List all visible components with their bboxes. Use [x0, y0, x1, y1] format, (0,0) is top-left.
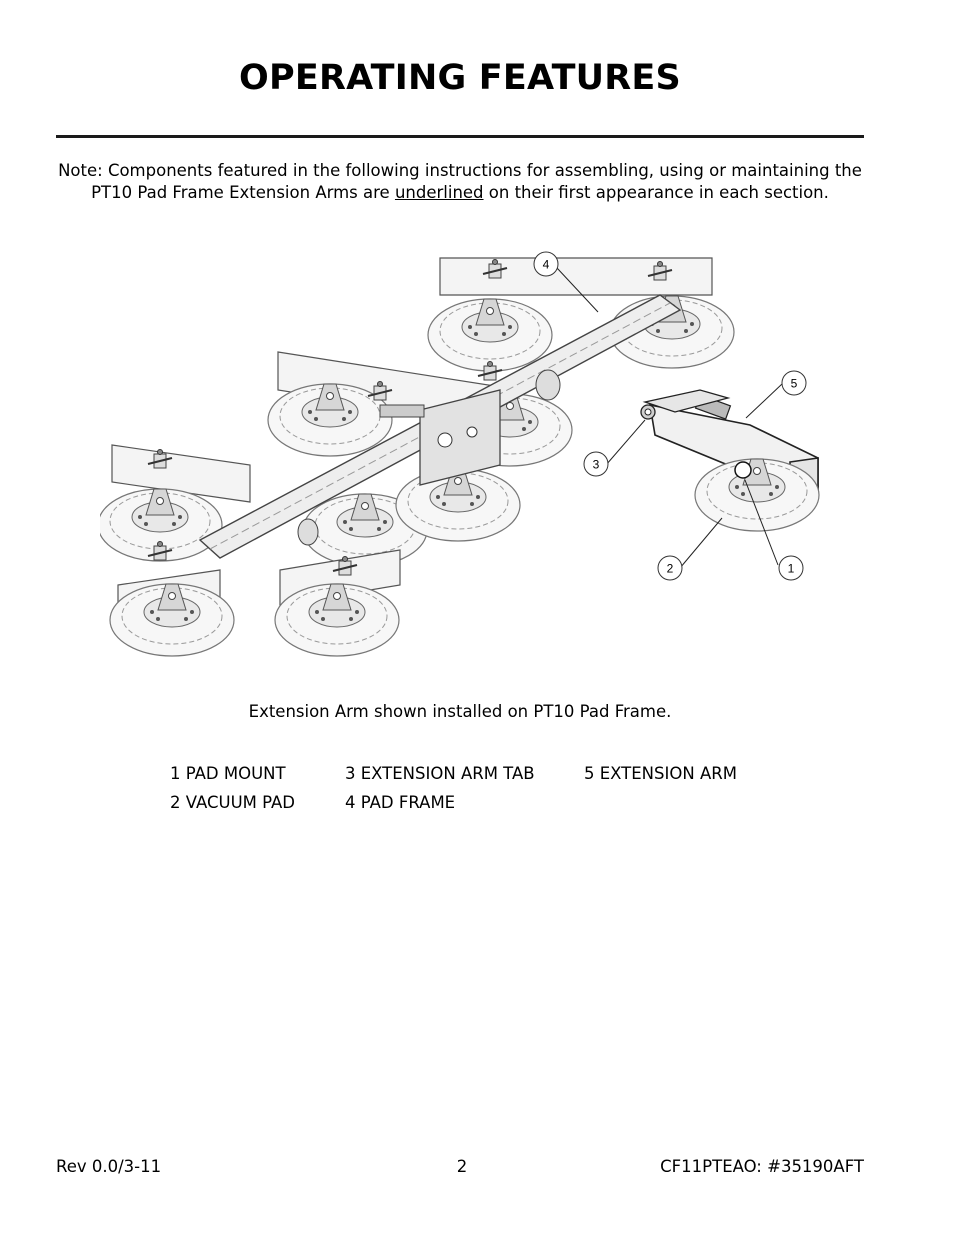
title-divider [56, 135, 864, 138]
footer-page-number: 2 [456, 1157, 468, 1176]
callout-1-label: 1 [787, 561, 795, 576]
callout-4 [534, 252, 558, 276]
callout-5-label: 5 [790, 376, 798, 391]
callout-1 [779, 556, 803, 580]
callout-5 [782, 371, 806, 395]
note-underlined-word: underlined [394, 183, 484, 202]
legend-item-extension-arm-tab: 3 EXTENSION ARM TAB [345, 764, 535, 783]
note-line-2-end: on their first appearance in each section. [483, 183, 829, 202]
note-line-2 [50, 182, 870, 204]
figure-caption: Extension Arm shown installed on PT10 Pad Frame. [248, 702, 672, 721]
callout-3 [584, 452, 608, 476]
callout-3-label: 3 [592, 457, 600, 472]
legend-item-pad-mount: 1 PAD MOUNT [170, 764, 286, 783]
callout-4-label: 4 [542, 257, 550, 272]
pad-frame-drawing [100, 240, 830, 670]
legend-item-vacuum-pad: 2 VACUUM PAD [170, 793, 296, 812]
note-line-1: Note: Components featured in the following instructions for assembling, using or maintaining the [58, 161, 862, 180]
pad-frame-illustration [100, 240, 830, 670]
page-title: OPERATING FEATURES [239, 58, 681, 98]
footer-document-id: CF11PTEAO: #35190AFT [660, 1157, 864, 1176]
note-paragraph [50, 160, 870, 204]
note-line-2-start: PT10 Pad Frame Extension Arms are [91, 183, 395, 202]
footer-revision: Rev 0.0/3-11 [56, 1157, 162, 1176]
legend-item-pad-frame: 4 PAD FRAME [345, 793, 456, 812]
callout-2 [658, 556, 682, 580]
legend-item-extension-arm: 5 EXTENSION ARM [584, 764, 737, 783]
callout-2-label: 2 [666, 561, 674, 576]
